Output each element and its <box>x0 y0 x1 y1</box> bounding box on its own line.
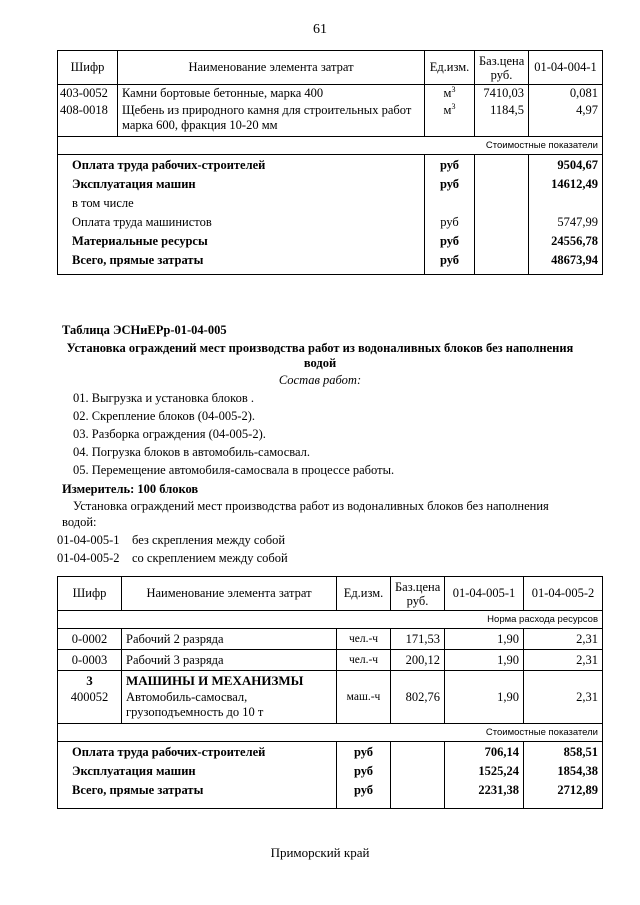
cost-row-value-1: 24556,78 <box>529 231 603 250</box>
cost-row-value-1: 5747,99 <box>529 212 603 231</box>
cost-row-empty <box>475 174 529 193</box>
cost-row-empty <box>391 742 445 762</box>
row-value-1: 1,90 <box>445 629 524 650</box>
cost-row-value-1: 706,14 <box>445 742 524 762</box>
row-name-line: Автомобиль-самосвал, <box>126 690 248 704</box>
cost-row-value-2: 858,51 <box>524 742 603 762</box>
work-item: 05. Перемещение автомобиля-самосвала в процессе работы. <box>73 463 395 477</box>
resource-table-1 <box>57 50 603 275</box>
row-code: 400052 <box>58 689 122 724</box>
row-price: 802,76 <box>391 689 445 724</box>
header-col-1: 01-04-005-1 <box>445 577 524 611</box>
cost-row-label: Эксплуатация машин <box>58 174 425 193</box>
group-empty <box>337 671 391 690</box>
group-title: МАШИНЫ И МЕХАНИЗМЫ <box>122 671 337 690</box>
group-empty <box>391 671 445 690</box>
cost-row-unit: руб <box>425 231 475 250</box>
cost-row-empty <box>475 250 529 274</box>
cost-row-empty <box>475 193 529 212</box>
cost-row-empty <box>475 212 529 231</box>
work-item: 04. Погрузка блоков в автомобиль-самосвал. <box>73 445 311 459</box>
cost-row-unit: руб <box>425 212 475 231</box>
header-name: Наименование элемента затрат <box>118 51 425 85</box>
cost-row-empty <box>391 780 445 808</box>
header-price: Баз.цена руб. <box>391 577 445 611</box>
cost-indicators-label: Стоимостные показатели <box>58 137 603 155</box>
row-price: 200,12 <box>391 650 445 671</box>
row-value-2: 2,31 <box>524 650 603 671</box>
variant-code: 01-04-005-2 <box>57 551 120 565</box>
row-price: 1184,5 <box>475 102 529 137</box>
row-code: 403-0052 <box>58 85 118 103</box>
row-value-1: 1,90 <box>445 650 524 671</box>
cost-row-empty <box>391 761 445 780</box>
cost-row-unit <box>425 193 475 212</box>
cost-row-label: в том числе <box>58 193 425 212</box>
row-name <box>122 689 337 724</box>
page-number: 61 <box>313 22 327 37</box>
meter-label: Измеритель: 100 блоков <box>62 482 199 496</box>
row-unit: $м^3$ <box>425 85 475 103</box>
cost-row-label: Оплата труда машинистов <box>58 212 425 231</box>
cost-row-label: Эксплуатация машин <box>58 761 337 780</box>
row-value-2: 2,31 <box>524 629 603 650</box>
variant-text: без скрепления между собой <box>132 533 286 547</box>
row-value-1: 0,081 <box>529 85 603 103</box>
cost-row-unit: руб <box>337 742 391 762</box>
header-unit: Ед.изм. <box>337 577 391 611</box>
row-name: Рабочий 3 разряда <box>122 650 337 671</box>
variant-text: со скреплением между собой <box>132 551 288 565</box>
cost-row-unit: руб <box>425 174 475 193</box>
header-col-2: 01-04-005-2 <box>524 577 603 611</box>
row-unit: чел.-ч <box>337 629 391 650</box>
row-name-line: грузоподъемность до 10 т <box>126 705 264 719</box>
work-item: 01. Выгрузка и установка блоков . <box>73 391 254 405</box>
cost-row-unit: руб <box>337 780 391 808</box>
cost-row-value-1: 2231,38 <box>445 780 524 808</box>
description: Установка ограждений мест производства работ из водоналивных блоков без наполнения <box>73 499 549 513</box>
group-number: 3 <box>58 671 122 690</box>
row-unit: маш.-ч <box>337 689 391 724</box>
row-price: 7410,03 <box>475 85 529 103</box>
header-code: Шифр <box>58 577 122 611</box>
row-value-1: 1,90 <box>445 689 524 724</box>
cost-row-label: Материальные ресурсы <box>58 231 425 250</box>
cost-row-value-1: 9504,67 <box>529 155 603 175</box>
row-code: 0-0003 <box>58 650 122 671</box>
header-code: Шифр <box>58 51 118 85</box>
group-empty <box>445 671 524 690</box>
header-col-1: 01-04-004-1 <box>529 51 603 85</box>
cost-row-value-1 <box>529 193 603 212</box>
cost-indicators-label: Стоимостные показатели <box>58 724 603 742</box>
row-unit: $м^3$ <box>425 102 475 137</box>
page-footer: Приморский край <box>270 845 370 860</box>
cost-row-unit: руб <box>425 250 475 274</box>
cost-row-label: Оплата труда рабочих-строителей <box>58 155 425 175</box>
work-item: 03. Разборка ограждения (04-005-2). <box>73 427 266 441</box>
cost-row-empty <box>475 231 529 250</box>
cost-row-unit: руб <box>425 155 475 175</box>
section-heading-cont: водой <box>303 356 337 370</box>
row-value-1: 4,97 <box>529 102 603 137</box>
composition-title: Состав работ: <box>278 373 362 387</box>
row-code: 0-0002 <box>58 629 122 650</box>
resource-table-2 <box>57 576 603 809</box>
description-cont: водой: <box>62 515 97 529</box>
group-empty <box>524 671 603 690</box>
header-name: Наименование элемента затрат <box>122 577 337 611</box>
cost-row-label: Всего, прямые затраты <box>58 250 425 274</box>
header-unit: Ед.изм. <box>425 51 475 85</box>
cost-row-label: Оплата труда рабочих-строителей <box>58 742 337 762</box>
row-name: Рабочий 2 разряда <box>122 629 337 650</box>
row-value-2: 2,31 <box>524 689 603 724</box>
variant-code: 01-04-005-1 <box>57 533 120 547</box>
cost-row-value-1: 48673,94 <box>529 250 603 274</box>
cost-row-value-2: 1854,38 <box>524 761 603 780</box>
cost-row-unit: руб <box>337 761 391 780</box>
cost-row-value-2: 2712,89 <box>524 780 603 808</box>
cost-row-empty <box>475 155 529 175</box>
row-price: 171,53 <box>391 629 445 650</box>
cost-row-label: Всего, прямые затраты <box>58 780 337 808</box>
table-title: Таблица ЭСНиЕРр-01-04-005 <box>62 323 227 337</box>
row-name: Камни бортовые бетонные, марка 400 <box>118 85 425 103</box>
norm-label: Норма расхода ресурсов <box>58 611 603 629</box>
header-price: Баз.цена руб. <box>475 51 529 85</box>
cost-row-value-1: 14612,49 <box>529 174 603 193</box>
row-name: Щебень из природного камня для строительных работ марка 600, фракция 10-20 мм <box>118 102 425 137</box>
cost-row-value-1: 1525,24 <box>445 761 524 780</box>
row-code: 408-0018 <box>58 102 118 137</box>
work-item: 02. Скрепление блоков (04-005-2). <box>73 409 256 423</box>
section-heading: Установка ограждений мест производства работ из водоналивных блоков без наполнения <box>66 341 574 355</box>
row-unit: чел.-ч <box>337 650 391 671</box>
